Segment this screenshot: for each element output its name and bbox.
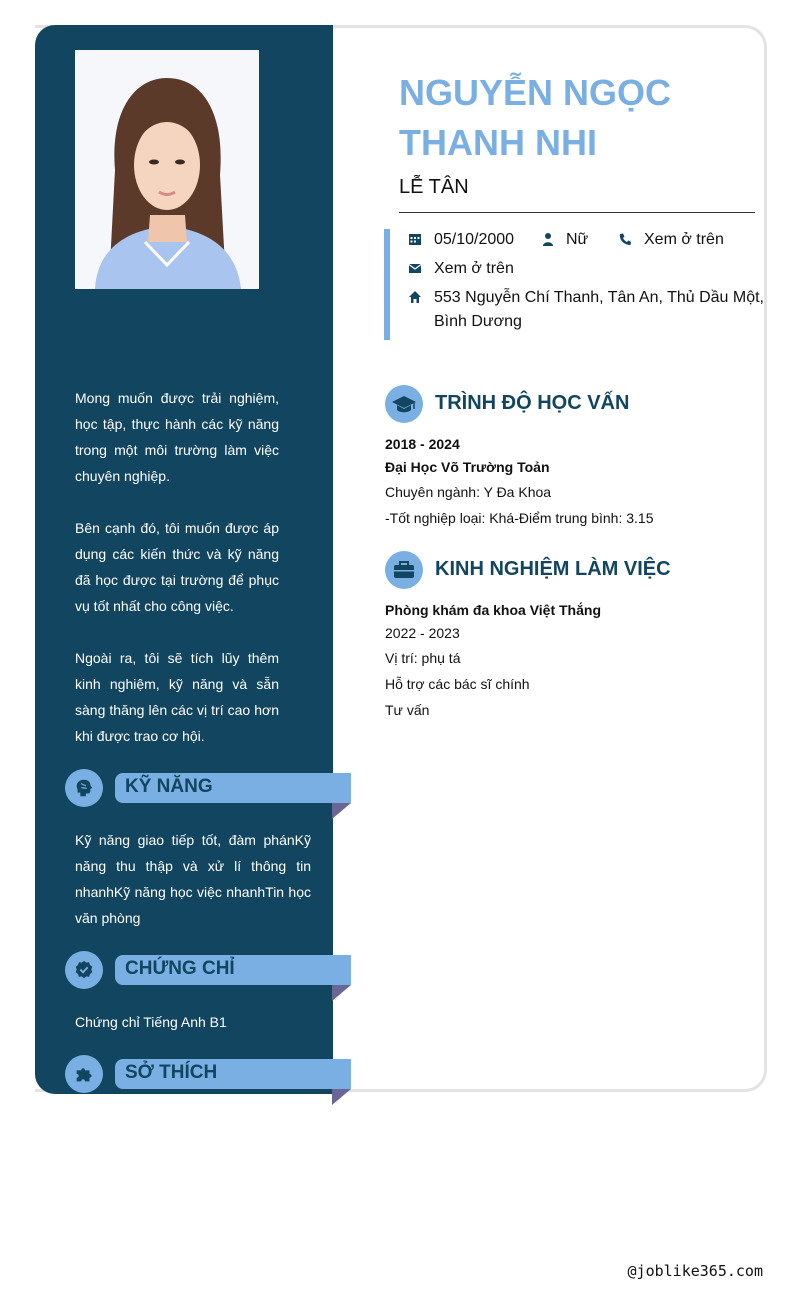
job-position: LỄ TÂN (399, 176, 469, 198)
contact-phone (644, 228, 724, 252)
experience-header (385, 551, 745, 589)
calendar-icon (408, 232, 422, 246)
education-major: Chuyên ngành: Y Đa Khoa (385, 484, 552, 500)
hobbies-header (65, 1055, 355, 1095)
ribbon-fold (332, 1089, 351, 1105)
home-icon (408, 290, 422, 304)
experience-title: KINH NGHIỆM LÀM VIỆC (435, 558, 671, 580)
skills-title: KỸ NĂNG (125, 776, 213, 797)
skills-text: Kỹ năng giao tiếp tốt, đàm phánKỹ năng thu thập và xử lí thông tin nhanhKỹ năng học việc nhanhTin học văn phòng (75, 832, 311, 926)
address-line: Bình Dương (434, 313, 522, 330)
graduation-cap-icon (385, 385, 423, 423)
experience-duty: Hỗ trợ các bác sĩ chính (385, 676, 530, 692)
education-header (385, 385, 745, 423)
objective-paragraph: Bên cạnh đó, tôi muốn được áp dụng các kiến thức và kỹ năng đã học được tại trường để phục vụ tốt nhất cho công việc. (75, 520, 279, 614)
certificates-title: CHỨNG CHỈ (125, 958, 235, 979)
candidate-name (399, 68, 759, 168)
contact-email (434, 257, 514, 281)
education-grade: -Tốt nghiệp loại: Khá-Điểm trung bình: 3.15 (385, 510, 654, 526)
ribbon-fold (332, 985, 351, 1001)
experience-role: Vị trí: phụ tá (385, 650, 461, 666)
gender-value: Nữ (566, 231, 589, 248)
puzzle-icon (65, 1055, 103, 1093)
certificates-header (65, 951, 355, 991)
certificates-text: Chứng chỉ Tiếng Anh B1 (75, 1014, 227, 1030)
name-line: NGUYỄN NGỌC (399, 72, 672, 113)
career-objective (75, 385, 279, 775)
ribbon-fold (332, 803, 351, 819)
education-title: TRÌNH ĐỘ HỌC VẤN (435, 392, 630, 414)
contact-address (434, 286, 764, 334)
person-icon (541, 232, 555, 246)
experience-duty: Tư vấn (385, 702, 430, 718)
phone-value: Xem ở trên (644, 231, 724, 248)
education-period: 2018 - 2024 (385, 436, 460, 452)
brain-icon (65, 769, 103, 807)
skills-header (65, 769, 355, 809)
education-school: Đại Học Võ Trường Toản (385, 459, 550, 475)
experience-company: Phòng khám đa khoa Việt Thắng (385, 602, 601, 618)
experience-period: 2022 - 2023 (385, 625, 460, 641)
contact-gender (566, 228, 588, 252)
divider (399, 212, 755, 213)
profile-photo (75, 50, 259, 289)
contact-accent-bar (384, 229, 390, 340)
envelope-icon (408, 261, 422, 275)
email-value: Xem ở trên (434, 260, 514, 277)
badge-check-icon (65, 951, 103, 989)
contact-dob (434, 228, 514, 252)
address-line: 553 Nguyễn Chí Thanh, Tân An, Thủ Dầu Một, (434, 289, 764, 306)
briefcase-icon (385, 551, 423, 589)
footer-watermark: @joblike365.com (627, 1262, 763, 1280)
phone-icon (618, 232, 632, 246)
hobbies-title: SỞ THÍCH (125, 1062, 218, 1083)
dob-value: 05/10/2000 (434, 231, 515, 248)
objective-paragraph: Ngoài ra, tôi sẽ tích lũy thêm kinh nghiệm, kỹ năng và sẵn sàng thăng lên các vị trí cao hơn khi được trao cơ hội. (75, 650, 279, 744)
name-line: THANH NHI (399, 122, 597, 163)
objective-paragraph: Mong muốn được trải nghiệm, học tập, thực hành các kỹ năng trong một môi trường làm việc chuyên nghiệp. (75, 390, 279, 484)
